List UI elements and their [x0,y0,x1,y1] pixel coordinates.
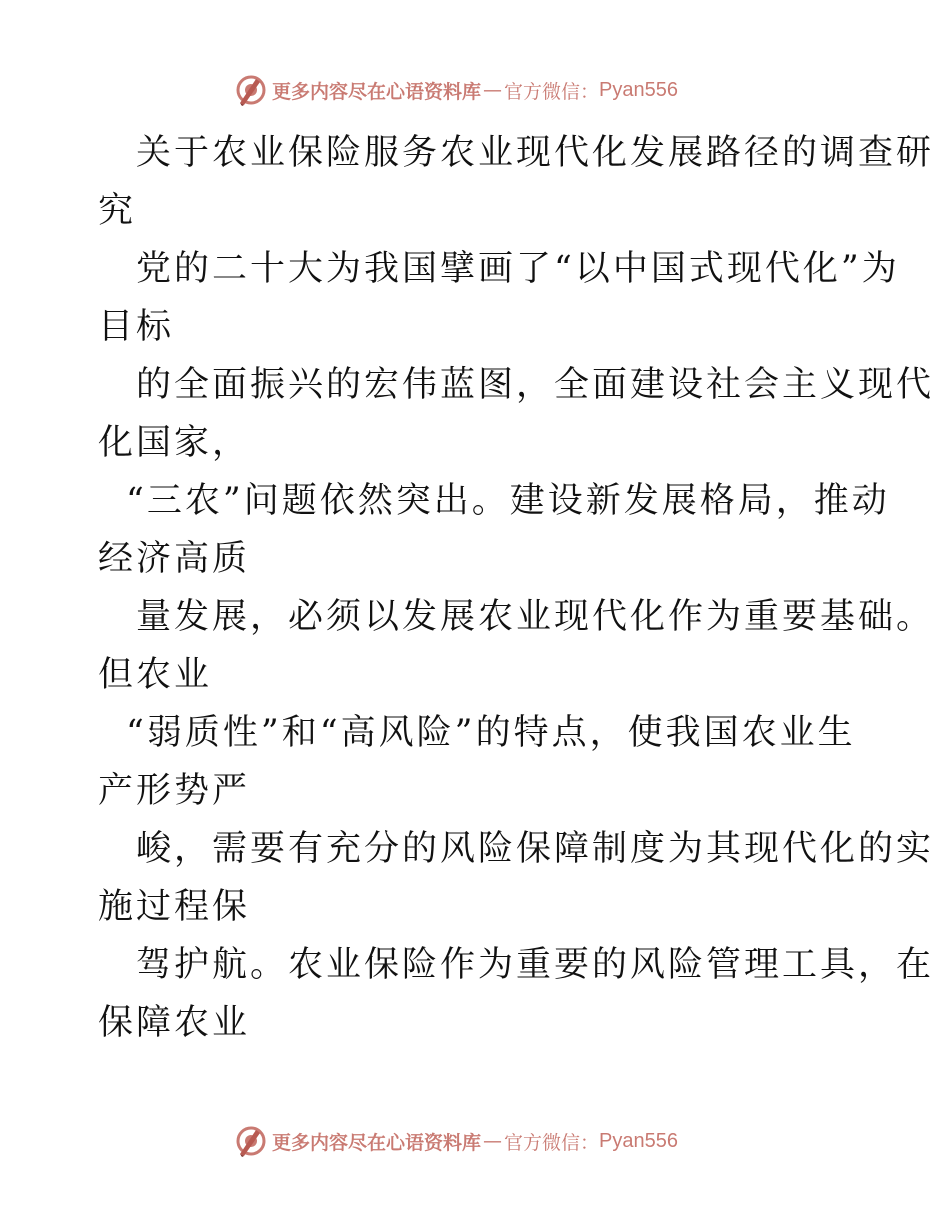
banner-separator: — [483,79,503,101]
document-body [98,124,935,1052]
text-line: “弱质性”和“高风险”的特点，使我国农业生 [126,713,856,753]
pen-logo-icon [234,73,268,107]
text-line: 关于农业保险服务农业现代化发展路径的调查研 [136,133,935,173]
text-line: “三农”问题依然突出。建设新发展格局，推动 [126,481,890,521]
text-line: 经济高质 [98,539,251,579]
text-line: 峻，需要有充分的风险保障制度为其现代化的实 [136,829,935,869]
text-line: 化国家， [98,423,251,463]
text-line: 党的二十大为我国擘画了“以中国式现代化”为 [136,249,900,289]
banner-text: 更多内容尽在心语资料库 [272,1131,482,1154]
text-line: 施过程保 [98,887,251,927]
text-line: 量发展，必须以发展农业现代化作为重要基础。 [136,597,935,637]
header-banner [234,72,678,108]
banner-separator: — [483,1130,503,1152]
banner-wechat-id: Pyan556 [599,1129,678,1152]
pen-logo-icon [234,1124,268,1158]
banner-text: 更多内容尽在心语资料库 [272,80,482,103]
text-line: 的全面振兴的宏伟蓝图，全面建设社会主义现代 [136,365,935,405]
text-line: 但农业 [98,655,213,695]
text-line: 驾护航。农业保险作为重要的风险管理工具，在 [136,945,935,985]
banner-wechat-id: Pyan556 [599,78,678,101]
footer-banner [234,1123,678,1159]
text-line: 目标 [98,307,175,347]
text-line: 产形势严 [98,771,251,811]
banner-wechat-label: 官方微信： [504,80,600,103]
banner-wechat-label: 官方微信： [504,1131,600,1154]
text-line: 究 [98,191,137,231]
text-line: 保障农业 [98,1003,251,1043]
